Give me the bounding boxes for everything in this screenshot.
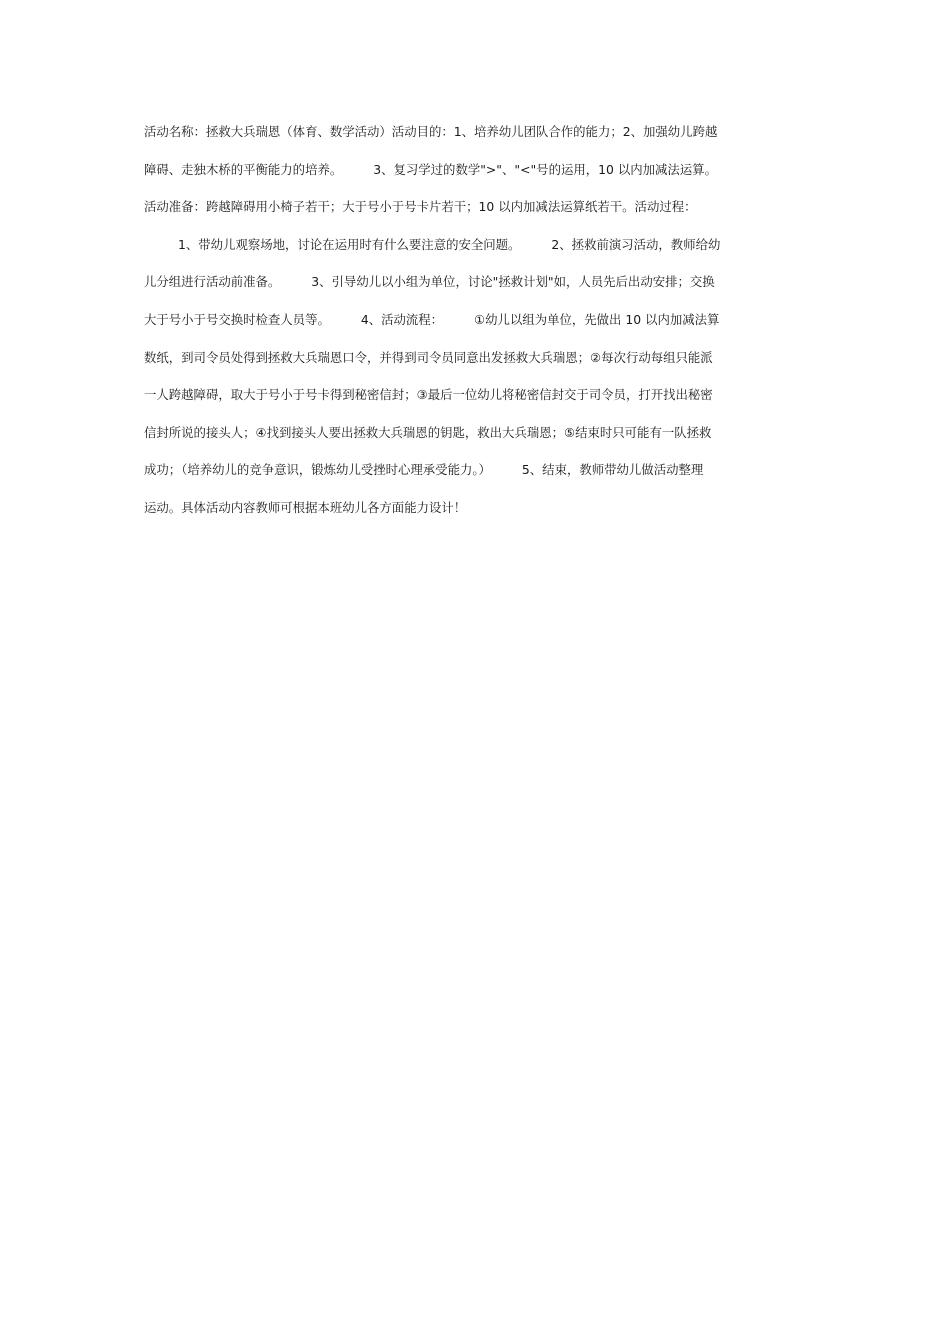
text-line: 成功；（培养幼儿的竞争意识，锻炼幼儿受挫时心理承受能力。） 5、结束，教师带幼儿做活动整理	[144, 462, 704, 478]
text-line: 活动准备：跨越障碍用小椅子若干；大于号小于号卡片若干；10 以内加减法运算纸若干。活动过程：	[144, 199, 697, 215]
text-line: 活动名称：拯救大兵瑞恩（体育、数学活动）活动目的：1、培养幼儿团队合作的能力；2、加强幼儿跨越	[144, 124, 718, 139]
text-line: 数纸，到司令员处得到拯救大兵瑞恩口令，并得到司令员同意出发拯救大兵瑞恩；②每次行动每组只能派	[144, 349, 713, 365]
text-line: 运动。具体活动内容教师可根据本班幼儿各方面能力设计！	[144, 499, 467, 515]
text-line: 障碍、走独木桥的平衡能力的培养。 3、复习学过的数学">"、"<"号的运用，10 以内加减法运算。	[144, 161, 717, 177]
text-line: 大于号小于号交换时检查人员等。 4、活动流程： ①幼儿以组为单位，先做出 10 以内加减法算	[144, 311, 720, 327]
text-line: 儿分组进行活动前准备。 3、引导幼儿以小组为单位，讨论"拯救计划"如，人员先后出动安排；交换	[144, 274, 715, 290]
text-line: 1、带幼儿观察场地，讨论在运用时有什么要注意的安全问题。 2、拯救前演习活动，教师给幼	[178, 236, 721, 252]
text-line: 一人跨越障碍，取大于号小于号卡得到秘密信封；③最后一位幼儿将秘密信封交于司令员，打开找出秘密	[144, 387, 713, 403]
text-line: 信封所说的接头人；④找到接头人要出拯救大兵瑞恩的钥匙，救出大兵瑞恩；⑤结束时只可能有一队拯救	[144, 424, 712, 440]
document-body	[144, 119, 808, 521]
